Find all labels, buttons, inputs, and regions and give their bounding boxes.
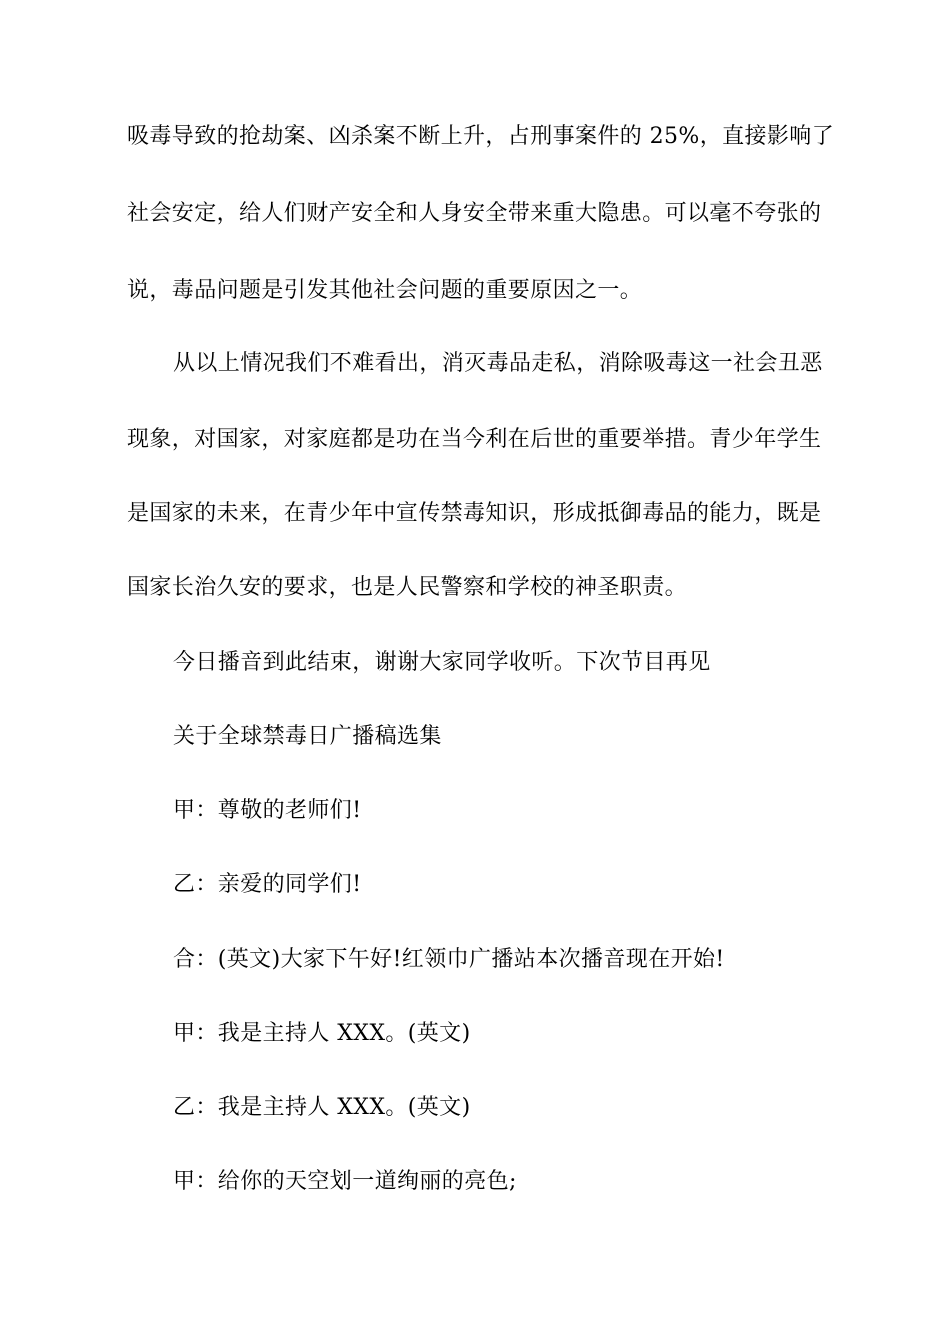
script-line-2: 乙：亲爱的同学们!	[173, 872, 362, 897]
paragraph-2-line-4: 国家长治久安的要求，也是人民警察和学校的神圣职责。	[127, 575, 688, 600]
paragraph-1-line-2: 社会安定，给人们财产安全和人身安全带来重大隐患。可以毫不夸张的	[127, 201, 822, 226]
script-line-1: 甲：尊敬的老师们!	[173, 798, 362, 823]
script-line-3: 合：(英文)大家下午好!红领巾广播站本次播音现在开始!	[173, 947, 725, 972]
paragraph-1-line-1: 吸毒导致的抢劫案、凶杀案不断上升，占刑事案件的 25%，直接影响了	[127, 124, 835, 149]
script-line-4: 甲：我是主持人 XXX。(英文)	[173, 1021, 471, 1046]
paragraph-2-line-1: 从以上情况我们不难看出，消灭毒品走私，消除吸毒这一社会丑恶	[173, 351, 823, 376]
paragraph-1-line-3: 说，毒品问题是引发其他社会问题的重要原因之一。	[127, 278, 643, 303]
paragraph-2-line-3: 是国家的未来，在青少年中宣传禁毒知识，形成抵御毒品的能力，既是	[127, 501, 822, 526]
paragraph-2-line-2: 现象，对国家，对家庭都是功在当今利在后世的重要举措。青少年学生	[127, 427, 822, 452]
script-line-5: 乙：我是主持人 XXX。(英文)	[173, 1095, 471, 1120]
script-line-6: 甲：给你的天空划一道绚丽的亮色;	[173, 1169, 517, 1194]
section-title: 关于全球禁毒日广播稿选集	[173, 724, 442, 749]
closing-line: 今日播音到此结束，谢谢大家同学收听。下次节目再见	[173, 650, 711, 675]
